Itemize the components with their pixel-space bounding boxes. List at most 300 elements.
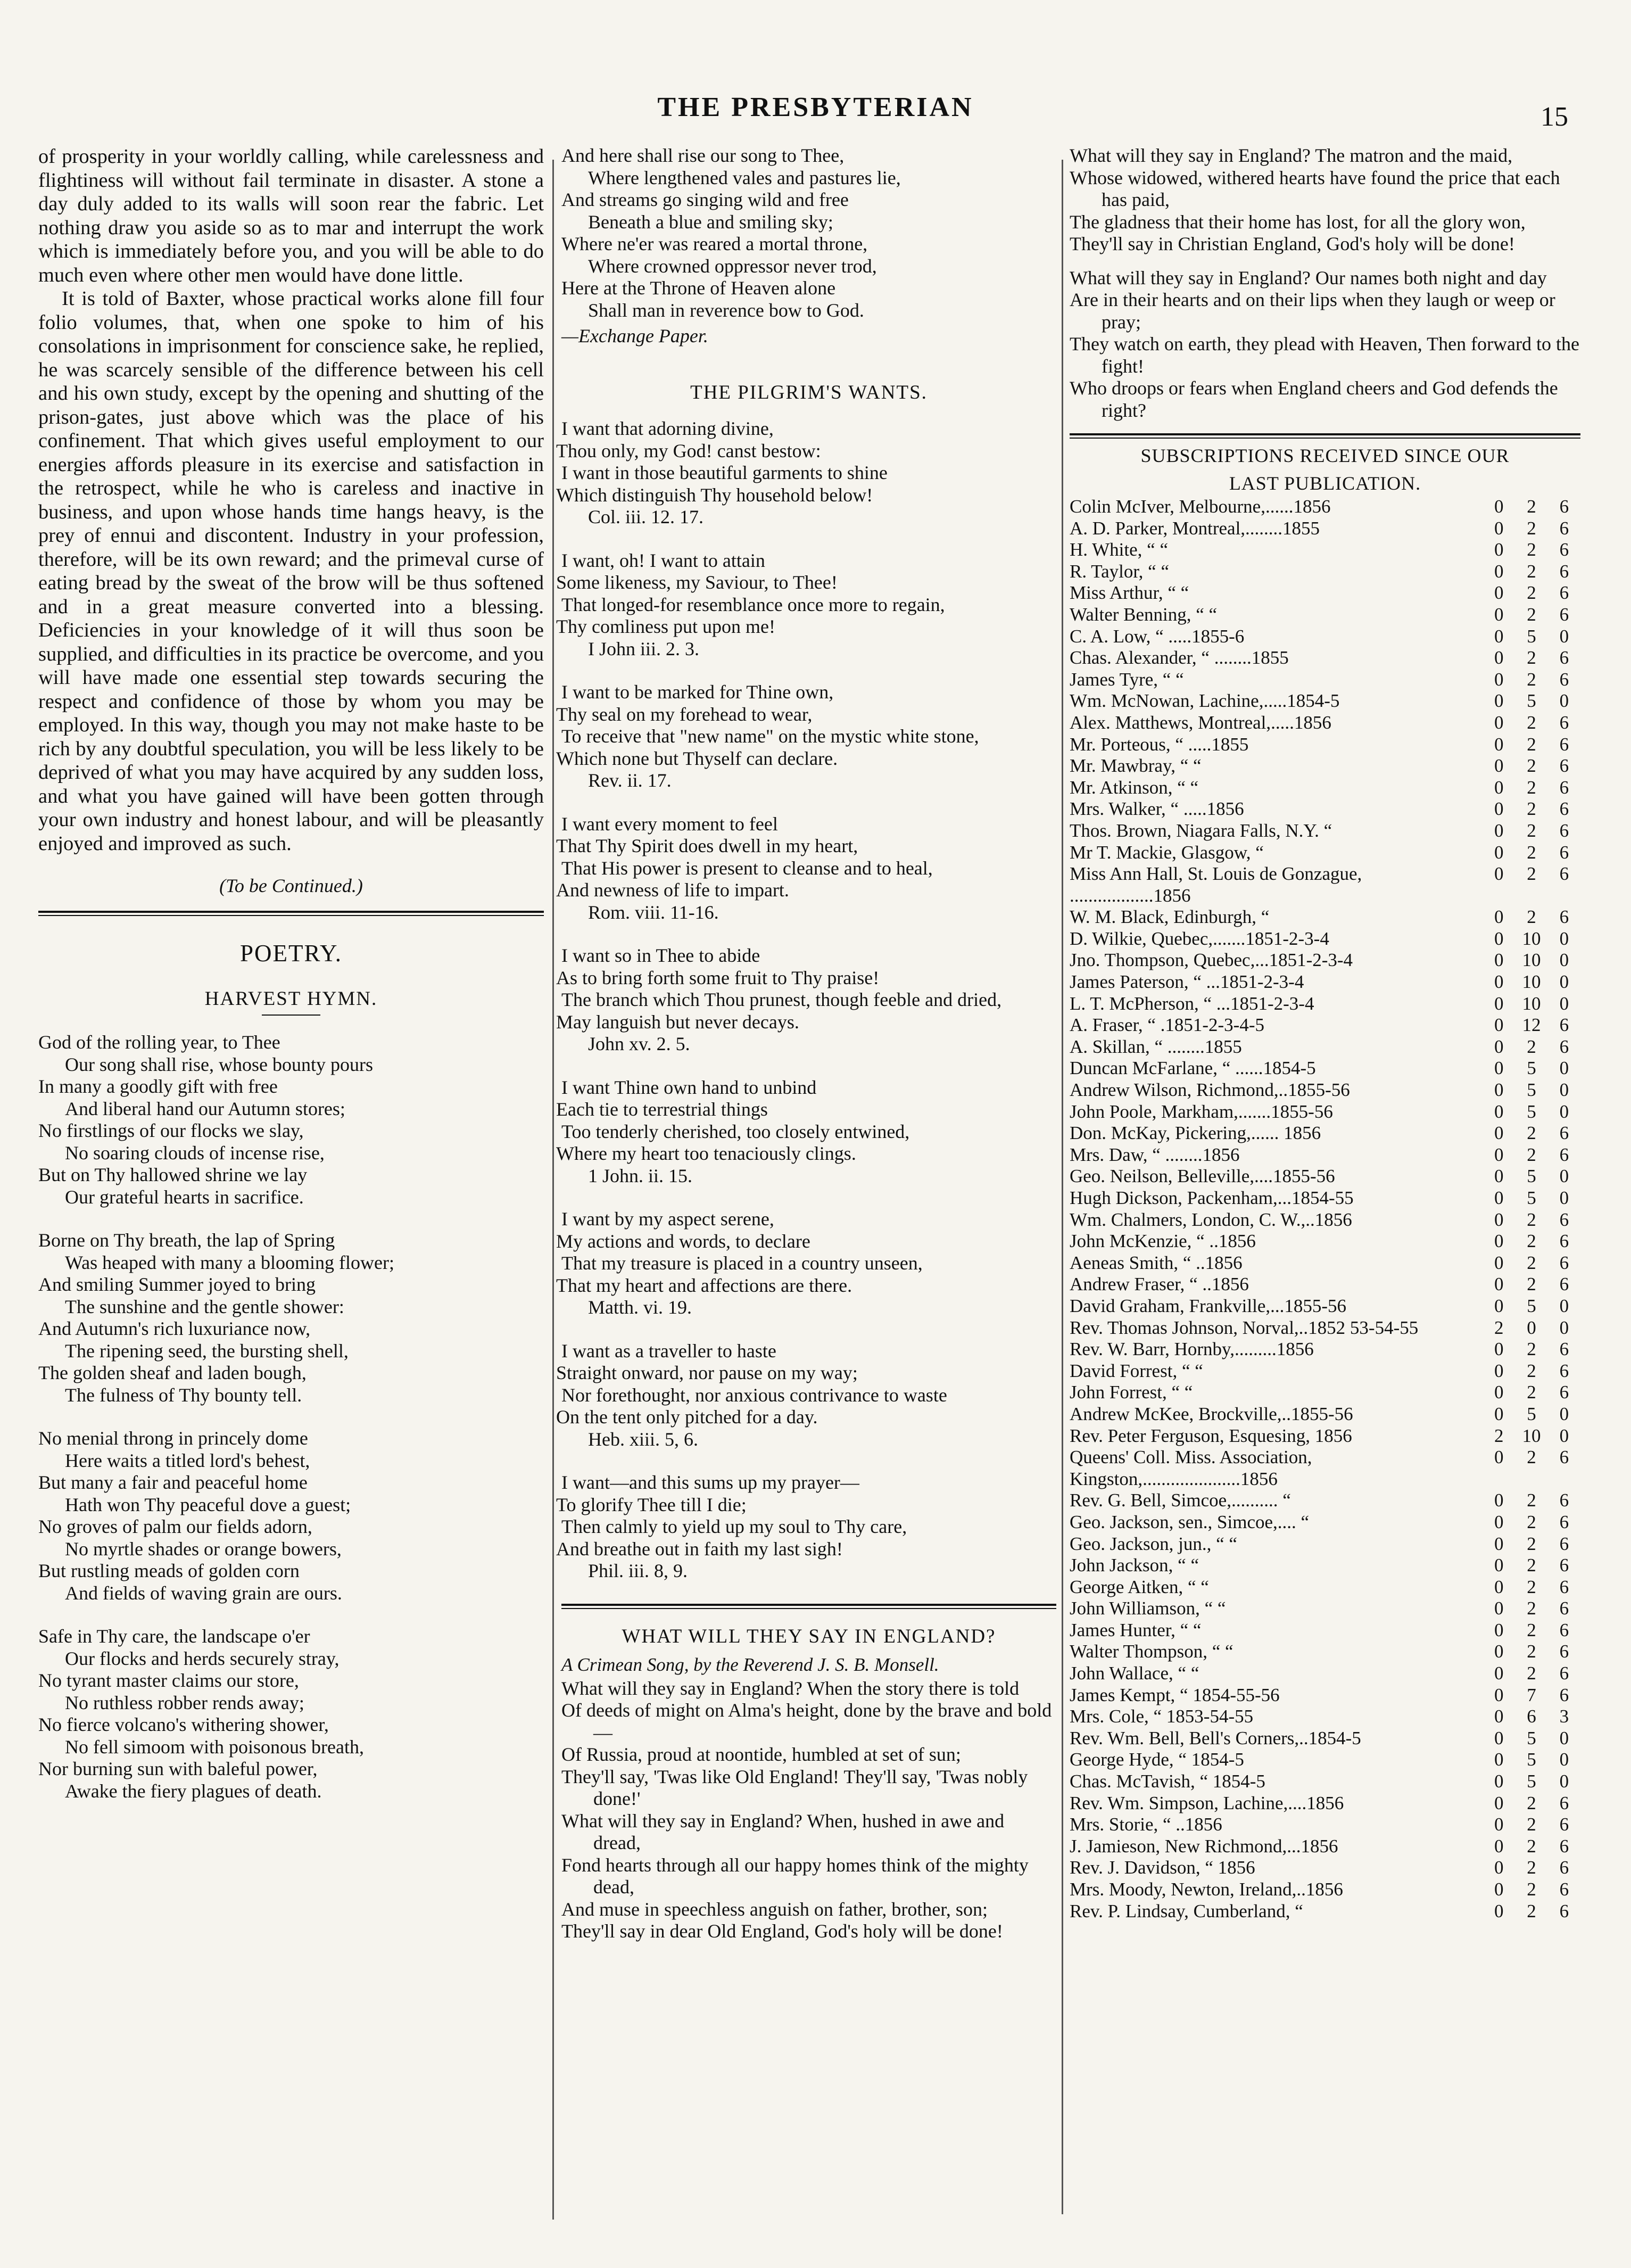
amount-pounds: 0	[1494, 1684, 1504, 1705]
table-row	[1070, 1144, 1580, 1166]
subscriber-name: Rev. Wm. Bell, Bell's Corners,..1854-5	[1070, 1727, 1361, 1749]
verse-line: Was heaped with many a blooming flower;	[65, 1251, 394, 1273]
table-row	[1070, 561, 1580, 583]
amount-pounds: 0	[1494, 647, 1504, 669]
amount-shillings: 2	[1527, 1036, 1536, 1057]
amount-pence: 6	[1559, 1274, 1569, 1295]
scripture-reference: I John iii. 2. 3.	[588, 638, 700, 659]
amount-shillings: 2	[1527, 863, 1536, 885]
column-middle	[556, 145, 1056, 1943]
amount-pence: 0	[1559, 1727, 1569, 1749]
table-row	[1070, 1857, 1580, 1879]
subscriber-name: John Forrest, “ “	[1070, 1382, 1193, 1403]
amount-pounds: 0	[1494, 1447, 1504, 1468]
section-divider	[38, 911, 544, 916]
subscriber-name: A. Skillan, “ ........1855	[1070, 1036, 1242, 1057]
amount-pence: 6	[1559, 560, 1569, 582]
amount-pounds: 0	[1494, 604, 1504, 625]
table-row	[1070, 1339, 1580, 1360]
table-row	[1070, 842, 1580, 864]
verse-line: May languish but never decays.	[556, 1011, 799, 1033]
verse-line: Beneath a blue and smiling sky;	[588, 211, 833, 233]
amount-pence: 0	[1559, 1079, 1569, 1101]
amount-pence: 0	[1559, 1749, 1569, 1770]
verse-line: No fell simoom with poisonous breath,	[65, 1736, 364, 1758]
amount-pence: 6	[1559, 1511, 1569, 1532]
subscriber-name: Mrs. Storie, “ ..1856	[1070, 1814, 1222, 1835]
table-row	[1070, 539, 1580, 561]
amount-pounds: 0	[1494, 1619, 1504, 1640]
amount-shillings: 2	[1527, 1144, 1536, 1165]
verse-line: Whose widowed, withered hearts have found the price that each has paid,	[1070, 167, 1560, 210]
stanza	[1070, 267, 1580, 422]
amount-pence: 6	[1559, 777, 1569, 798]
amount-pence: 6	[1559, 1339, 1569, 1360]
amount-shillings: 5	[1527, 1749, 1536, 1770]
amount-pounds: 0	[1494, 798, 1504, 820]
amount-shillings: 2	[1527, 1231, 1536, 1252]
subscriber-name: James Kempt, “ 1854-55-56	[1070, 1684, 1280, 1705]
amount-shillings: 10	[1522, 950, 1541, 971]
verse-line: Where ne'er was reared a mortal throne,	[561, 233, 868, 254]
table-row	[1070, 1879, 1580, 1901]
amount-shillings: 2	[1527, 1447, 1536, 1468]
amount-pounds: 0	[1494, 950, 1504, 971]
table-row	[1070, 1533, 1580, 1555]
section-title: POETRY.	[240, 940, 342, 967]
subscriptions-table	[1070, 496, 1580, 1922]
amount-pence: 6	[1559, 669, 1569, 690]
amount-shillings: 2	[1527, 1555, 1536, 1576]
amount-pounds: 0	[1494, 1015, 1504, 1036]
amount-pence: 6	[1559, 842, 1569, 863]
subscriber-name: Hugh Dickson, Packenham,...1854-55	[1070, 1187, 1354, 1208]
subscriber-name: Mr T. Mackie, Glasgow, “	[1070, 842, 1264, 863]
verse-line: Nor burning sun with baleful power,	[38, 1758, 318, 1779]
amount-pence: 6	[1559, 712, 1569, 733]
verse-line: Some likeness, my Saviour, to Thee!	[556, 572, 838, 593]
verse-line: Who droops or fears when England cheers and God defends the right?	[1070, 377, 1558, 421]
section-divider	[1070, 433, 1580, 439]
table-row	[1070, 1036, 1580, 1058]
verse-line: The fulness of Thy bounty tell.	[65, 1384, 302, 1406]
verse-line: And here shall rise our song to Thee,	[561, 145, 845, 166]
verse-line: I want to be marked for Thine own,	[561, 681, 834, 703]
amount-pounds: 0	[1494, 669, 1504, 690]
amount-pounds: 0	[1494, 906, 1504, 928]
subscriber-name: Andrew Fraser, “ ..1856	[1070, 1274, 1249, 1295]
amount-pence: 6	[1559, 1036, 1569, 1057]
table-row	[1070, 1836, 1580, 1858]
subscriber-name: Wm. McNowan, Lachine,.....1854-5	[1070, 690, 1340, 712]
poem-byline: A Crimean Song, by the Reverend J. S. B. Monsell.	[561, 1654, 939, 1675]
amount-shillings: 5	[1527, 1166, 1536, 1187]
amount-pounds: 0	[1494, 1360, 1504, 1381]
table-row	[1070, 1512, 1580, 1533]
verse-line: No ruthless robber rends away;	[65, 1692, 304, 1713]
amount-pence: 0	[1559, 1295, 1569, 1316]
table-row	[1070, 1252, 1580, 1274]
amount-pence: 6	[1559, 1792, 1569, 1813]
column-left	[38, 145, 544, 1824]
amount-shillings: 2	[1527, 733, 1536, 755]
table-row	[1070, 1814, 1580, 1836]
verse-line: Of Russia, proud at noontide, humbled at set of sun;	[561, 1744, 961, 1765]
verse-line: God of the rolling year, to Thee	[38, 1032, 280, 1053]
table-row	[1070, 1360, 1580, 1382]
amount-pence: 0	[1559, 1317, 1569, 1338]
amount-pounds: 0	[1494, 1209, 1504, 1230]
subscriber-name: W. M. Black, Edinburgh, “	[1070, 906, 1270, 928]
amount-pounds: 0	[1494, 1490, 1504, 1511]
amount-pounds: 0	[1494, 1382, 1504, 1403]
amount-pence: 0	[1559, 1101, 1569, 1122]
amount-pence: 6	[1559, 1533, 1569, 1554]
amount-shillings: 2	[1527, 582, 1536, 604]
stanza	[38, 1230, 544, 1406]
verse-line: That my treasure is placed in a country unseen,	[561, 1252, 923, 1274]
amount-shillings: 7	[1527, 1684, 1536, 1705]
amount-shillings: 2	[1527, 1598, 1536, 1619]
subscriber-name: Rev. Thomas Johnson, Norval,..1852 53-54-55	[1070, 1317, 1419, 1338]
amount-pence: 6	[1559, 798, 1569, 820]
table-row	[1070, 1209, 1580, 1231]
verse-line: Thou only, my God! canst bestow:	[556, 440, 821, 461]
amount-pounds: 0	[1494, 755, 1504, 777]
table-row	[1070, 993, 1580, 1015]
amount-pence: 6	[1559, 496, 1569, 517]
amount-pence: 6	[1559, 1555, 1569, 1576]
amount-shillings: 5	[1527, 690, 1536, 712]
subscriber-name: David Forrest, “ “	[1070, 1360, 1203, 1381]
amount-shillings: 2	[1527, 755, 1536, 777]
table-row	[1070, 1296, 1580, 1317]
amount-shillings: 12	[1522, 1015, 1541, 1036]
subscriber-name: A. Fraser, “ .1851-2-3-4-5	[1070, 1015, 1264, 1036]
verse-line: I want by my aspect serene,	[561, 1208, 774, 1230]
amount-shillings: 2	[1527, 1900, 1536, 1921]
verse-line: Here at the Throne of Heaven alone	[561, 277, 836, 299]
subscriber-name: Thos. Brown, Niagara Falls, N.Y. “	[1070, 820, 1332, 841]
verse-line: In many a goodly gift with free	[38, 1076, 278, 1097]
subscriber-name: John Williamson, “ “	[1070, 1598, 1226, 1619]
table-row	[1070, 604, 1580, 626]
subscriber-name: Andrew McKee, Brockville,..1855-56	[1070, 1403, 1353, 1424]
amount-pence: 6	[1559, 820, 1569, 841]
verse-line: The golden sheaf and laden bough,	[38, 1362, 307, 1383]
table-row	[1070, 1231, 1580, 1252]
subscriber-name: James Hunter, “ “	[1070, 1619, 1202, 1640]
verse-line: What will they say in England? When the story there is told	[561, 1677, 1020, 1699]
amount-pounds: 0	[1494, 1857, 1504, 1878]
amount-shillings: 2	[1527, 1360, 1536, 1381]
section-divider	[561, 1604, 1056, 1609]
verse-line: And Autumn's rich luxuriance now,	[38, 1318, 311, 1339]
subscriber-name: John Jackson, “ “	[1070, 1555, 1199, 1576]
verse-line: I want in those beautiful garments to shine	[561, 462, 888, 483]
amount-shillings: 2	[1527, 798, 1536, 820]
amount-pence: 0	[1559, 1187, 1569, 1208]
verse-line: Borne on Thy breath, the lap of Spring	[38, 1230, 335, 1251]
amount-shillings: 2	[1527, 1835, 1536, 1857]
verse-line: My actions and words, to declare	[556, 1230, 810, 1252]
subscriber-name: Rev. W. Barr, Hornby,.........1856	[1070, 1339, 1314, 1360]
amount-shillings: 2	[1527, 1857, 1536, 1878]
stanza	[556, 1208, 1056, 1319]
amount-pounds: 0	[1494, 820, 1504, 841]
amount-shillings: 0	[1527, 1317, 1536, 1338]
amount-shillings: 5	[1527, 1101, 1536, 1122]
amount-pounds: 0	[1494, 517, 1504, 539]
scripture-reference: Rom. viii. 11-16.	[588, 901, 719, 923]
verse-line: And fields of waving grain are ours.	[65, 1582, 342, 1604]
poem-credit: —Exchange Paper.	[561, 325, 708, 347]
subscriber-name: Wm. Chalmers, London, C. W.,..1856	[1070, 1209, 1352, 1230]
table-row	[1070, 1901, 1580, 1923]
amount-pence: 0	[1559, 1771, 1569, 1792]
amount-pence: 6	[1559, 863, 1569, 885]
table-row	[1070, 1749, 1580, 1771]
verse-line: What will they say in England? The matron and the maid,	[1070, 145, 1513, 166]
amount-shillings: 2	[1527, 1339, 1536, 1360]
column-rule	[552, 160, 554, 2220]
verse-line: Shall man in reverence bow to God.	[588, 299, 864, 321]
amount-pounds: 0	[1494, 1749, 1504, 1770]
table-row	[1070, 690, 1580, 712]
amount-pounds: 2	[1494, 1317, 1504, 1338]
verse-line: The gladness that their home has lost, for all the glory won,	[1070, 211, 1526, 233]
verse-line: Are in their hearts and on their lips when they laugh or weep or pray;	[1070, 289, 1555, 333]
verse-line: And muse in speechless anguish on father, brother, son;	[561, 1898, 988, 1920]
verse-line: I want, oh! I want to attain	[561, 549, 765, 571]
table-row	[1070, 928, 1580, 950]
table-row	[1070, 777, 1580, 799]
stanza	[556, 1340, 1056, 1451]
verse-line: Where my heart too tenaciously clings.	[556, 1143, 856, 1164]
amount-pence: 0	[1559, 993, 1569, 1014]
verse-line: No tyrant master claims our store,	[38, 1670, 299, 1691]
amount-pence: 6	[1559, 1619, 1569, 1640]
amount-pence: 6	[1559, 604, 1569, 625]
amount-shillings: 5	[1527, 1058, 1536, 1079]
scripture-reference: Matth. vi. 19.	[588, 1297, 692, 1318]
amount-shillings: 2	[1527, 1382, 1536, 1403]
subscriber-name: Miss Arthur, “ “	[1070, 582, 1189, 604]
amount-shillings: 2	[1527, 560, 1536, 582]
table-row	[1070, 1101, 1580, 1123]
amount-pounds: 0	[1494, 1231, 1504, 1252]
verse-line: As to bring forth some fruit to Thy praise!	[556, 967, 880, 988]
verse-line: No menial throng in princely dome	[38, 1428, 308, 1449]
verse-line: The ripening seed, the bursting shell,	[65, 1340, 349, 1362]
subscriber-name: Colin McIver, Melbourne,......1856	[1070, 496, 1331, 517]
subscriber-name: Mrs. Daw, “ ........1856	[1070, 1144, 1240, 1165]
amount-shillings: 2	[1527, 604, 1536, 625]
subscriber-name: Alex. Matthews, Montreal,.....1856	[1070, 712, 1331, 733]
verse-line: What will they say in England? When, hushed in awe and dread,	[561, 1810, 1005, 1853]
subscriber-name: J. Jamieson, New Richmond,...1856	[1070, 1835, 1338, 1857]
subscriber-name: Mrs. Walker, “ .....1856	[1070, 798, 1244, 820]
verse-line: They'll say, 'Twas like Old England! They'll say, 'Twas nobly done!'	[561, 1766, 1028, 1809]
amount-shillings: 2	[1527, 539, 1536, 560]
amount-pence: 6	[1559, 647, 1569, 669]
amount-pounds: 0	[1494, 560, 1504, 582]
amount-pounds: 0	[1494, 1706, 1504, 1727]
scripture-reference: Rev. ii. 17.	[588, 770, 672, 791]
subscriber-name: Chas. Alexander, “ ........1855	[1070, 647, 1289, 669]
verse-line: That His power is present to cleanse and to heal,	[561, 857, 933, 879]
amount-shillings: 2	[1527, 1533, 1536, 1554]
amount-shillings: 2	[1527, 1814, 1536, 1835]
table-row	[1070, 1274, 1580, 1296]
verse-line: That my heart and affections are there.	[556, 1274, 852, 1296]
verse-line: I want so in Thee to abide	[561, 945, 760, 966]
amount-pounds: 0	[1494, 733, 1504, 755]
amount-shillings: 5	[1527, 625, 1536, 647]
amount-pence: 6	[1559, 582, 1569, 604]
subscriber-name: Walter Benning, “ “	[1070, 604, 1218, 625]
subscriber-name: Rev. G. Bell, Simcoe,.......... “	[1070, 1490, 1291, 1511]
amount-shillings: 2	[1527, 1123, 1536, 1144]
table-row	[1070, 647, 1580, 669]
amount-pounds: 0	[1494, 1771, 1504, 1792]
article-paragraph: It is told of Baxter, whose practical works alone fill four folio volumes, that, when one spoke to him of his consolations in imprisonment for conscience sake, he replied, he was scarcely sensible of the difference between his cell and his own study, except by the opening and shutting of the prison-gates, just above which was the place of his confinement. That which gives useful employment to our energies affords pleasure in its exercise and satisfaction in the retrospect, while he who is careless and inactive in business, and upon whose hands time hangs heavy, is the prey of ennui and discontent. Industry in your profession, therefore, will be its own reward; and the primeval curse of eating bread by the sweat of the brow will be thus softened and in a great measure converted into a blessing. Deficiencies in your knowledge of it will thus soon be supplied, and difficulties in its practice be overcome, and you will have made one essential step towards securing the respect and confidence of those by whom you may be employed. In this way, though you may not make haste to be rich by any doubtful speculation, you will be less likely to be deprived of what you may have acquired by any sudden loss, and what you have gained will have been gotten through your own industry and honest labour, and will be pleasantly enjoyed and improved as such.	[38, 287, 544, 855]
subscriber-name: John McKenzie, “ ..1856	[1070, 1231, 1256, 1252]
amount-shillings: 10	[1522, 971, 1541, 993]
verse-line: Thy comliness put upon me!	[556, 616, 775, 637]
verse-line: Then calmly to yield up my soul to Thy care,	[561, 1516, 907, 1537]
subscriber-name: John Wallace, “ “	[1070, 1663, 1199, 1684]
amount-shillings: 2	[1527, 1274, 1536, 1295]
amount-pounds: 0	[1494, 1058, 1504, 1079]
amount-shillings: 2	[1527, 1641, 1536, 1662]
verse-line: And breathe out in faith my last sigh!	[556, 1538, 843, 1560]
amount-shillings: 2	[1527, 712, 1536, 733]
table-row	[1070, 1706, 1580, 1728]
to-be-continued: (To be Continued.)	[219, 875, 363, 896]
amount-pence: 6	[1559, 1663, 1569, 1684]
table-row	[1070, 1166, 1580, 1187]
amount-pence: 6	[1559, 1598, 1569, 1619]
subscriber-name: James Paterson, “ ...1851-2-3-4	[1070, 971, 1304, 993]
scripture-reference: John xv. 2. 5.	[588, 1033, 690, 1054]
amount-pence: 6	[1559, 733, 1569, 755]
verse-line: And newness of life to impart.	[556, 879, 789, 901]
england-poem-continued	[1070, 145, 1580, 422]
verse-line: Where lengthened vales and pastures lie,	[588, 167, 901, 188]
amount-shillings: 5	[1527, 1187, 1536, 1208]
table-row	[1070, 798, 1580, 820]
verse-line: I want every moment to feel	[561, 813, 778, 835]
stanza	[556, 681, 1056, 792]
amount-pounds: 0	[1494, 496, 1504, 517]
amount-shillings: 5	[1527, 1295, 1536, 1316]
harvest-hymn-final-stanza	[561, 145, 1056, 321]
amount-pounds: 0	[1494, 1641, 1504, 1662]
verse-line: I want as a traveller to haste	[561, 1340, 776, 1362]
amount-pence: 6	[1559, 1447, 1569, 1468]
verse-line: The branch which Thou prunest, though feeble and dried,	[561, 989, 1002, 1010]
verse-line: I want that adorning divine,	[561, 418, 774, 439]
amount-shillings: 5	[1527, 1403, 1536, 1424]
harvest-hymn	[38, 1032, 544, 1802]
amount-shillings: 2	[1527, 777, 1536, 798]
amount-pence: 0	[1559, 1403, 1569, 1424]
table-row	[1070, 582, 1580, 604]
poem-title: HARVEST HYMN.	[204, 988, 378, 1010]
amount-pounds: 0	[1494, 1166, 1504, 1187]
table-row	[1070, 950, 1580, 971]
amount-pence: 6	[1559, 1576, 1569, 1597]
pilgrims-wants-poem	[556, 418, 1056, 1582]
amount-pounds: 0	[1494, 928, 1504, 949]
verse-line: On the tent only pitched for a day.	[556, 1406, 818, 1428]
subscriber-name: Mrs. Cole, “ 1853-54-55	[1070, 1706, 1254, 1727]
masthead-title: THE PRESBYTERIAN	[657, 92, 974, 122]
amount-pence: 0	[1559, 690, 1569, 712]
amount-shillings: 2	[1527, 820, 1536, 841]
verse-line: Each tie to terrestrial things	[556, 1099, 768, 1120]
table-row	[1070, 1771, 1580, 1793]
amount-pence: 6	[1559, 517, 1569, 539]
amount-shillings: 5	[1527, 1079, 1536, 1101]
table-row	[1070, 1793, 1580, 1815]
table-row	[1070, 1015, 1580, 1036]
amount-pounds: 0	[1494, 1036, 1504, 1057]
amount-pence: 0	[1559, 950, 1569, 971]
stanza	[556, 1472, 1056, 1582]
subscriber-name: Duncan McFarlane, “ ......1854-5	[1070, 1058, 1316, 1079]
amount-pence: 6	[1559, 1490, 1569, 1511]
subscriber-name: L. T. McPherson, “ ...1851-2-3-4	[1070, 993, 1314, 1014]
subscriber-name: Queens' Coll. Miss. Association, Kingston,.....................1856	[1070, 1447, 1312, 1489]
subscriber-name: D. Wilkie, Quebec,.......1851-2-3-4	[1070, 928, 1329, 949]
amount-pounds: 0	[1494, 1274, 1504, 1295]
amount-shillings: 2	[1527, 496, 1536, 517]
stanza	[556, 813, 1056, 924]
amount-pounds: 0	[1494, 1511, 1504, 1532]
amount-pounds: 0	[1494, 1727, 1504, 1749]
amount-pence: 0	[1559, 1166, 1569, 1187]
amount-pence: 6	[1559, 906, 1569, 928]
column-rule	[1062, 160, 1063, 2214]
amount-pounds: 0	[1494, 1123, 1504, 1144]
stanza	[556, 1076, 1056, 1187]
amount-shillings: 2	[1527, 1209, 1536, 1230]
amount-pounds: 2	[1494, 1425, 1504, 1446]
subscriber-name: David Graham, Frankville,...1855-56	[1070, 1295, 1347, 1316]
amount-pounds: 0	[1494, 690, 1504, 712]
table-row	[1070, 1728, 1580, 1750]
amount-pence: 0	[1559, 625, 1569, 647]
table-row	[1070, 1598, 1580, 1620]
subscriber-name: Miss Ann Hall, St. Louis de Gonzague, ..................1856	[1070, 863, 1362, 906]
subscriber-name: Chas. McTavish, “ 1854-5	[1070, 1771, 1265, 1792]
stanza	[556, 418, 1056, 529]
amount-pence: 6	[1559, 1900, 1569, 1921]
subscriber-name: A. D. Parker, Montreal,........1855	[1070, 517, 1320, 539]
subscriber-name: Mr. Atkinson, “ “	[1070, 777, 1199, 798]
amount-pounds: 0	[1494, 842, 1504, 863]
stanza	[556, 549, 1056, 661]
stanza	[38, 1626, 544, 1802]
amount-shillings: 2	[1527, 1576, 1536, 1597]
amount-shillings: 2	[1527, 1879, 1536, 1900]
subscriber-name: R. Taylor, “ “	[1070, 560, 1169, 582]
amount-pounds: 0	[1494, 1576, 1504, 1597]
amount-pounds: 0	[1494, 1079, 1504, 1101]
table-row	[1070, 669, 1580, 691]
